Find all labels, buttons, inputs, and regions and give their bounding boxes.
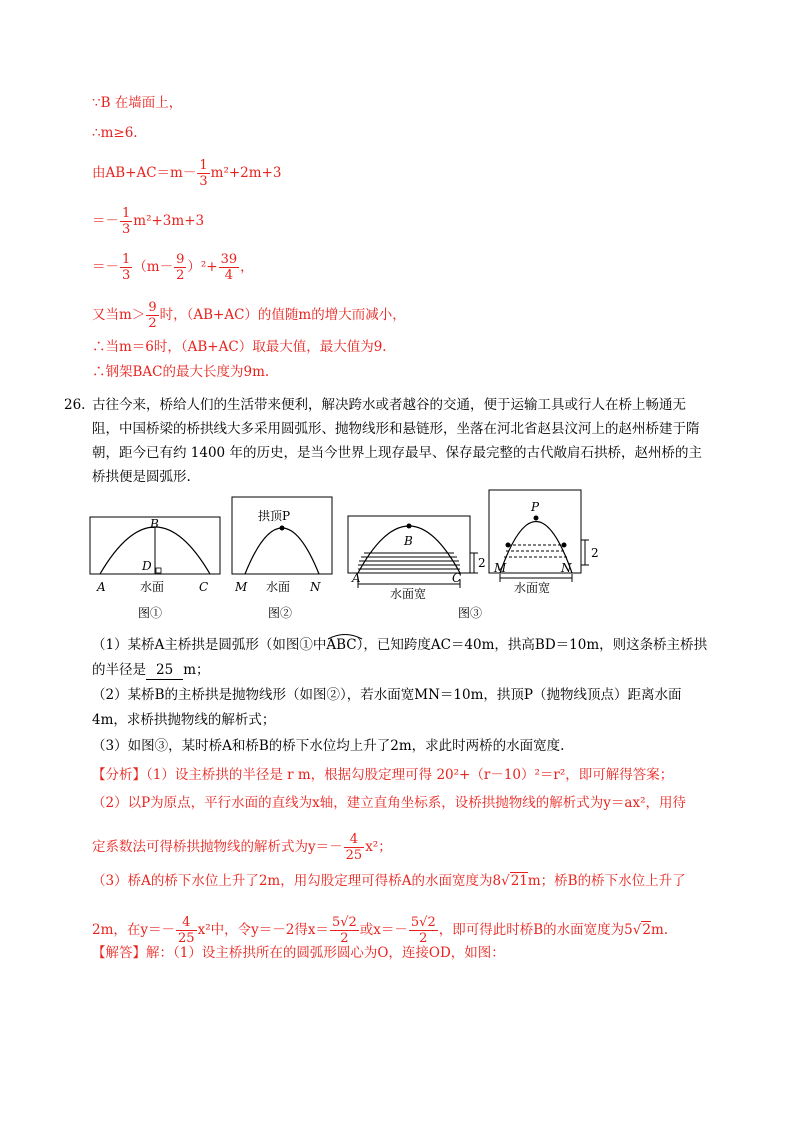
label-c: C <box>199 580 209 594</box>
label-b: B <box>404 534 413 548</box>
fraction: $\frac{5√2}{2}$ <box>331 915 357 946</box>
analysis-2a: （2）以P为原点，平行水面的直线为x轴，建立直角坐标系，设桥拱抛物线的解析式为y＝ax²，用待 <box>92 795 686 811</box>
problem-text-1: 古往今来，桥给人们的生活带来便利，解决跨水或者越谷的交通，便于运输工具或行人在桥上畅通无 <box>92 397 686 413</box>
line-expr-3: ＝－ $\frac{1}{3}$ （m－ $\frac{9}{2}$ ）²+ $\frac{39}{4}$ ， <box>92 252 254 283</box>
line-m-ge-6: ∴m≥6. <box>92 125 138 141</box>
line-b-on-wall: ∵B 在墙面上， <box>92 95 183 111</box>
fraction: $\frac{1}{3}$ <box>199 158 208 189</box>
fraction: $\frac{1}{3}$ <box>122 252 131 283</box>
label-d: D <box>142 559 152 573</box>
analysis-3b: 2m，在y＝－ $\frac{4}{25}$ x²中，令y＝－2得x＝ $\frac{5√2}{2}$ 或x＝－ $\frac{5√2}{2}$ ，即可得此时桥B的水面宽度为5√2m. <box>92 915 669 946</box>
analysis-1: 【分析】（1）设主桥拱的半径是 r m，根据勾股定理可得 20²+（r－10）²＝r²，即可解得答案； <box>92 767 674 783</box>
label-b: B <box>150 517 159 531</box>
label-water: 水面 <box>266 580 291 594</box>
solution-1: 【解答】解：（1）设主桥拱所在的圆弧形圆心为O，连接OD，如图： <box>92 945 505 961</box>
arc-abc: ABC <box>326 636 356 654</box>
label-m: M <box>494 561 507 575</box>
line-max-length: ∴钢架BAC的最大长度为9m. <box>92 364 270 380</box>
label-top-p: 拱顶P <box>258 509 291 523</box>
question-1-cont: 的半径是 25 m； <box>92 662 210 678</box>
caption-fig2: 图② <box>268 606 293 620</box>
question-1: （1）某桥A主桥拱是圆弧形（如图①中 ABC），已知跨度AC＝40m，拱高BD＝10m，则这条桥主桥拱 <box>92 636 707 654</box>
label-n: N <box>561 561 572 575</box>
line-expr-2: ＝－ $\frac{1}{3}$ m²+3m+3 <box>92 206 205 237</box>
analysis-2b: 定系数法可得桥拱抛物线的解析式为y＝－ $\frac{4}{25}$ x²； <box>92 832 392 863</box>
label-water: 水面 <box>140 580 165 594</box>
label-n: N <box>310 580 321 594</box>
fraction: $\frac{4}{25}$ <box>178 915 195 946</box>
label-h2: 2 <box>591 546 599 560</box>
label-h1: 2 <box>478 556 486 570</box>
problem-text-2: 阻，中国桥梁的桥拱线大多采用圆弧形、抛物线形和悬链形，坐落在河北省赵县汶河上的赵州桥建于隋 <box>92 421 700 437</box>
problem-number: 26. <box>64 397 86 413</box>
arc-mark <box>326 632 364 640</box>
fraction: $\frac{9}{2}$ <box>148 300 157 331</box>
problem-text-4: 桥拱便是圆弧形. <box>92 469 191 485</box>
label-a: A <box>352 571 361 585</box>
fraction: $\frac{4}{25}$ <box>345 832 363 863</box>
fraction: $\frac{9}{2}$ <box>176 252 185 283</box>
fraction: $\frac{1}{3}$ <box>122 206 131 237</box>
caption-fig1: 图① <box>138 606 163 620</box>
line-max-value: ∴当m＝6时，（AB+AC）取最大值，最大值为9. <box>92 339 387 355</box>
fraction: $\frac{39}{4}$ <box>220 252 238 283</box>
question-3: （3）如图③，某时桥A和桥B的桥下水位均上升了2m，求此时两桥的水面宽度. <box>92 738 565 754</box>
label-m: M <box>235 580 248 594</box>
label-a: A <box>97 580 106 594</box>
problem-text-3: 朝，距今已有约 1400 年的历史，是当今世界上现存最早、保存最完整的古代敞肩石拱桥，赵州桥的主 <box>92 445 702 461</box>
label-width1: 水面宽 <box>390 587 427 601</box>
question-2-cont: 4m，求桥拱抛物线的解析式； <box>92 712 276 728</box>
line-decreasing: 又当m＞ $\frac{9}{2}$ 时，（AB+AC）的值随m的增大而减小， <box>92 300 406 331</box>
line-ab-ac-expr: 由AB+AC＝m－ $\frac{1}{3}$ m²+2m+3 <box>92 158 282 189</box>
answer-blank: 25 <box>146 661 183 680</box>
fraction: $\frac{5√2}{2}$ <box>410 915 436 946</box>
caption-fig3: 图③ <box>458 606 483 620</box>
analysis-3a: （3）桥A的桥下水位上升了2m，用勾股定理可得桥A的水面宽度为8√21m；桥B的桥下水位上升了 <box>92 873 686 889</box>
label-width2: 水面宽 <box>514 581 551 595</box>
label-p: P <box>531 500 540 514</box>
label-c: C <box>452 571 462 585</box>
question-2: （2）某桥B的主桥拱是抛物线形（如图②），若水面宽MN＝10m，拱顶P（抛物线顶点）距离水面 <box>92 687 682 703</box>
